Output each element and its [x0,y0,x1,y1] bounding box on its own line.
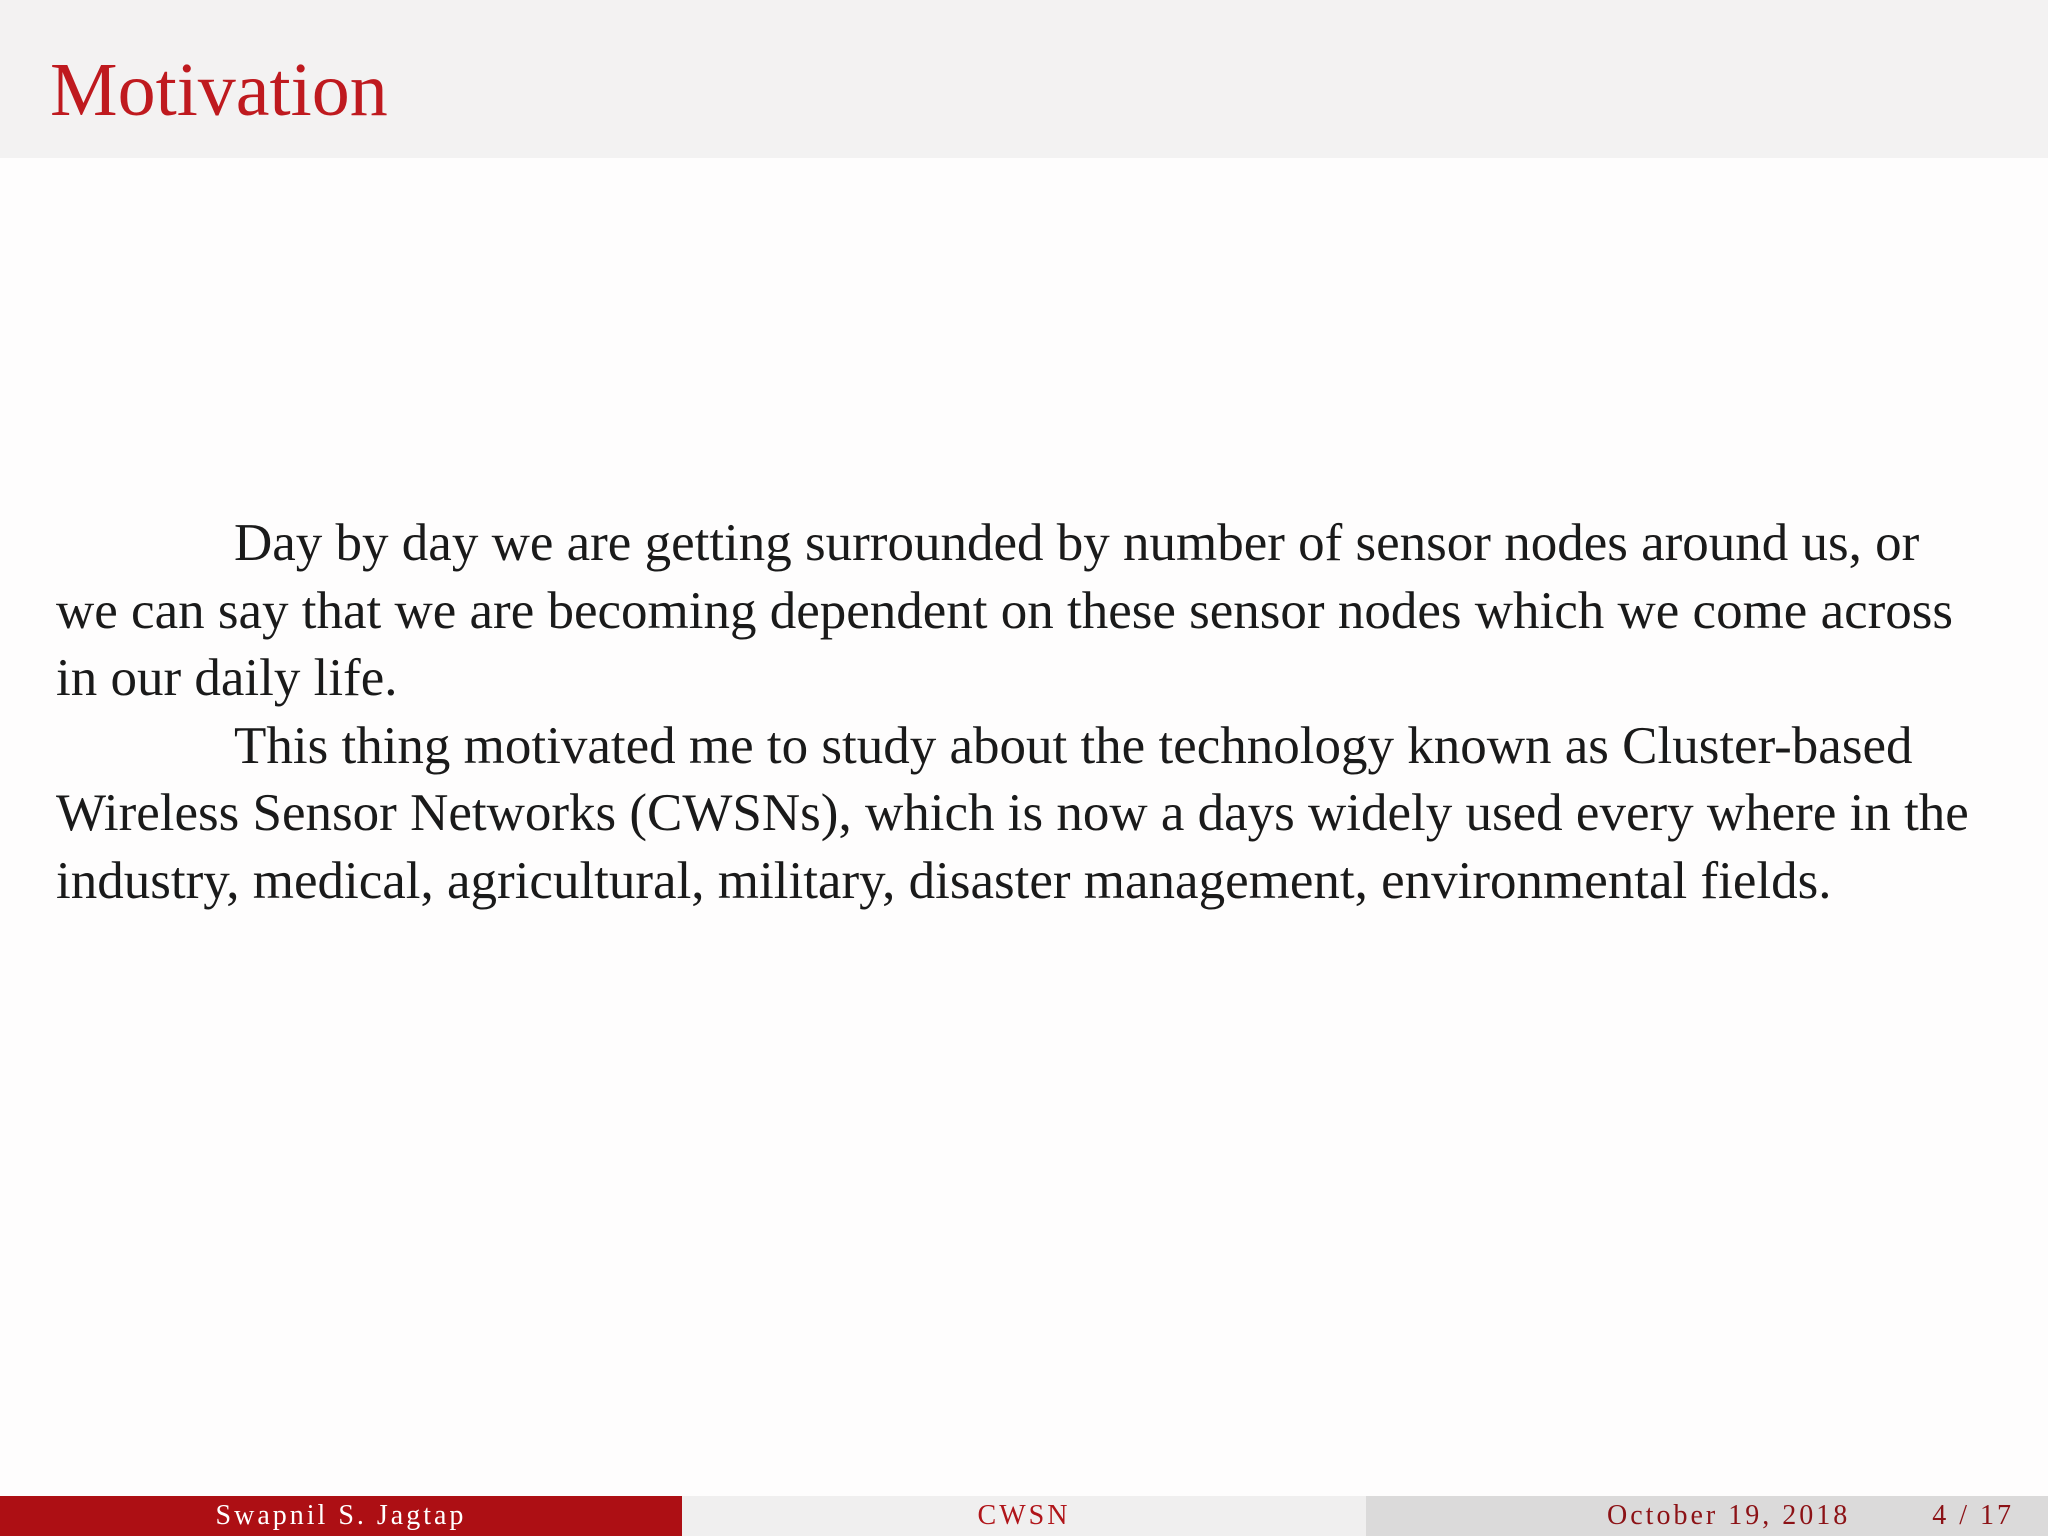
presentation-date: October 19, 2018 [1607,1500,1851,1531]
slide-body [56,510,1986,915]
author-name: Swapnil S. Jagtap [215,1500,467,1531]
short-title: CWSN [977,1500,1071,1531]
page-number: 4 / 17 [1932,1500,2014,1531]
paragraph-2: This thing motivated me to study about the technology known as Cluster-based Wireless Sensor Networks (CWSNs), which is now a days widely used every where in the industry, medical, agricultural, military, disaster management, environmental fields. [56,716,1969,910]
footer-short-title [682,1496,1366,1536]
title-bar [0,0,2048,158]
footer-date-page [1366,1496,2048,1536]
footer-author [0,1496,682,1536]
footer [0,1496,2048,1536]
paragraph-1: Day by day we are getting surrounded by number of sensor nodes around us, or we can say that we are becoming dependent on these sensor nodes which we come across in our daily life. [56,514,1954,707]
slide-title: Motivation [50,48,388,132]
